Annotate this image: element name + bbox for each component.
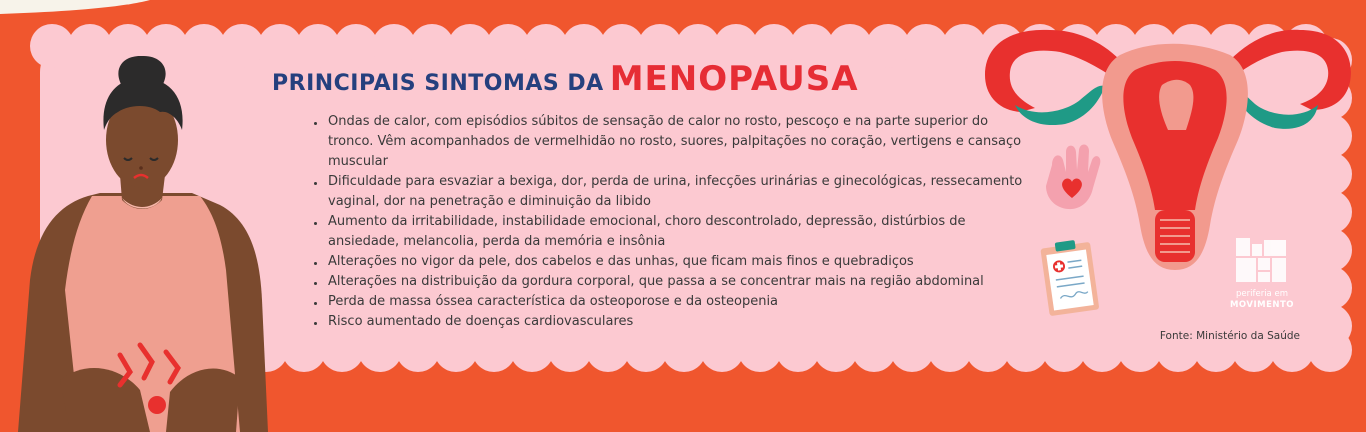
list-item: Alterações no vigor da pele, dos cabelos e das unhas, que ficam mais finos e quebradiços	[313, 252, 1033, 272]
source-credit: Fonte: Ministério da Saúde	[1159, 330, 1300, 342]
list-item: Aumento da irritabilidade, instabilidade emocional, choro descontrolado, depressão, distúrbios de ansiedade, melancolia, perda da memória e insônia	[313, 212, 1033, 252]
periferia-logo	[1222, 289, 1302, 311]
list-item: Perda de massa óssea característica da osteoporose e da osteopenia	[313, 292, 1033, 312]
title-highlight: MENOPAUSA	[609, 59, 859, 99]
periferia-logo-icon	[1236, 238, 1286, 282]
title-lead: PRINCIPAIS SINTOMAS DA	[272, 71, 604, 96]
symptoms-list	[313, 112, 1033, 332]
list-item: Risco aumentado de doenças cardiovasculares	[313, 312, 1033, 332]
list-item: Dificuldade para esvaziar a bexiga, dor, perda de urina, infecções urinárias e ginecológicas, ressecamento vaginal, dor na penetração e diminuição da libido	[313, 172, 1033, 212]
list-item: Alterações na distribuição da gordura corporal, que passa a se concentrar mais na região abdominal	[313, 272, 1033, 292]
logo-line-2: MOVIMENTO	[1229, 300, 1295, 310]
list-item: Ondas de calor, com episódios súbitos de sensação de calor no rosto, pescoço e na parte superior do tronco. Vêm acompanhados de vermelhidão no rosto, suores, palpitações no coração, vertigens e cansaço muscular	[313, 112, 1033, 172]
page-title	[272, 59, 859, 99]
logo-line-1: periferia em	[1236, 289, 1288, 299]
clipboard-icon	[1040, 238, 1100, 316]
